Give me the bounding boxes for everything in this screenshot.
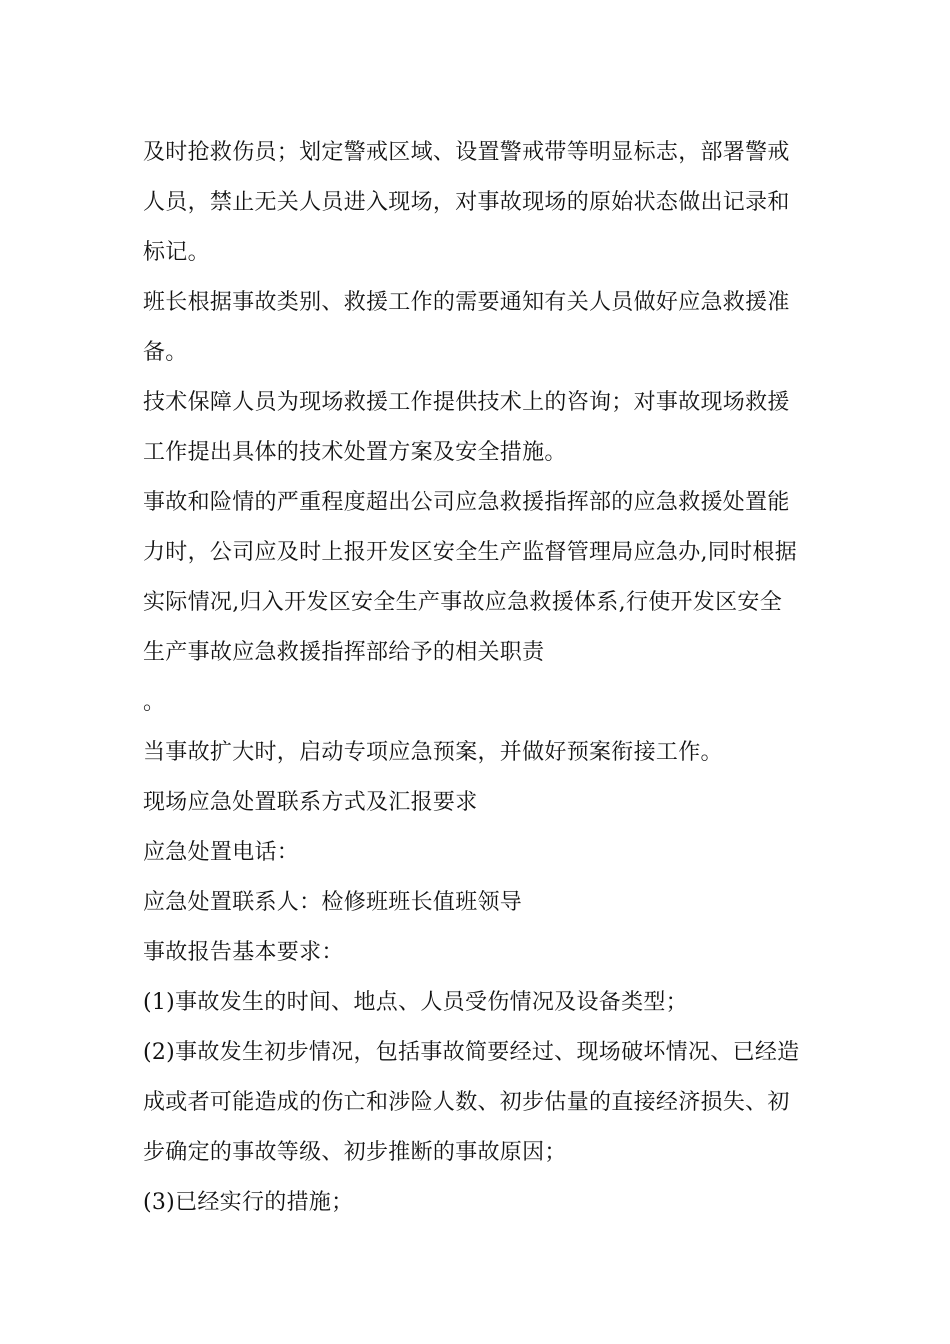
- list-item-1: [143, 978, 811, 1028]
- text-line: 工作提出具体的技术处置方案及安全措施。: [143, 440, 567, 465]
- text-line: 现场应急处置联系方式及汇报要求: [143, 790, 478, 815]
- text-line: 标记。: [143, 240, 210, 265]
- text-line: 应急处置联系人：检修班班长值班领导: [143, 890, 523, 915]
- text-line: 事故报告基本要求：: [143, 940, 344, 965]
- list-item-2: [143, 1028, 811, 1178]
- list-item-3: [143, 1178, 811, 1228]
- document-body: [143, 128, 811, 1228]
- section-heading-contact: [143, 778, 811, 828]
- text-line: 备。: [143, 340, 188, 365]
- text-line: 实际情况,归入开发区安全生产事故应急救援体系,行使开发区安全: [143, 590, 782, 615]
- text-line: (1)事故发生的时间、地点、人员受伤情况及设备类型；: [143, 990, 688, 1015]
- text-line: 。: [143, 690, 166, 715]
- text-line: 技术保障人员为现场救援工作提供技术上的咨询；对事故现场救援: [143, 390, 790, 415]
- text-line: 事故和险情的严重程度超出公司应急救援指挥部的应急救援处置能: [143, 490, 790, 515]
- text-line: 当事故扩大时，启动专项应急预案，并做好预案衔接工作。: [143, 740, 723, 765]
- paragraph-rescue-and-cordon: [143, 128, 811, 278]
- paragraph-emergency-phone: [143, 828, 811, 878]
- paragraph-emergency-contact: [143, 878, 811, 928]
- text-line: 及时抢救伤员；划定警戒区域、设置警戒带等明显标志，部署警戒: [143, 140, 790, 165]
- paragraph-escalation: [143, 478, 811, 728]
- text-line: 生产事故应急救援指挥部给予的相关职责: [143, 640, 545, 665]
- text-line: 人员，禁止无关人员进入现场，对事故现场的原始状态做出记录和: [143, 190, 790, 215]
- text-line: 步确定的事故等级、初步推断的事故原因；: [143, 1140, 567, 1165]
- paragraph-team-leader-notify: [143, 278, 811, 378]
- text-line: 力时，公司应及时上报开发区安全生产监督管理局应急办,同时根据: [143, 540, 797, 565]
- text-line: 成或者可能造成的伤亡和涉险人数、初步估量的直接经济损失、初: [143, 1090, 790, 1115]
- text-line: (2)事故发生初步情况，包括事故简要经过、现场破坏情况、已经造: [143, 1040, 800, 1065]
- text-line: (3)已经实行的措施；: [143, 1190, 354, 1215]
- text-line: 应急处置电话：: [143, 840, 300, 865]
- text-line: 班长根据事故类别、救援工作的需要通知有关人员做好应急救援准: [143, 290, 790, 315]
- paragraph-report-requirements: [143, 928, 811, 978]
- paragraph-expand-plan: [143, 728, 811, 778]
- paragraph-technical-support: [143, 378, 811, 478]
